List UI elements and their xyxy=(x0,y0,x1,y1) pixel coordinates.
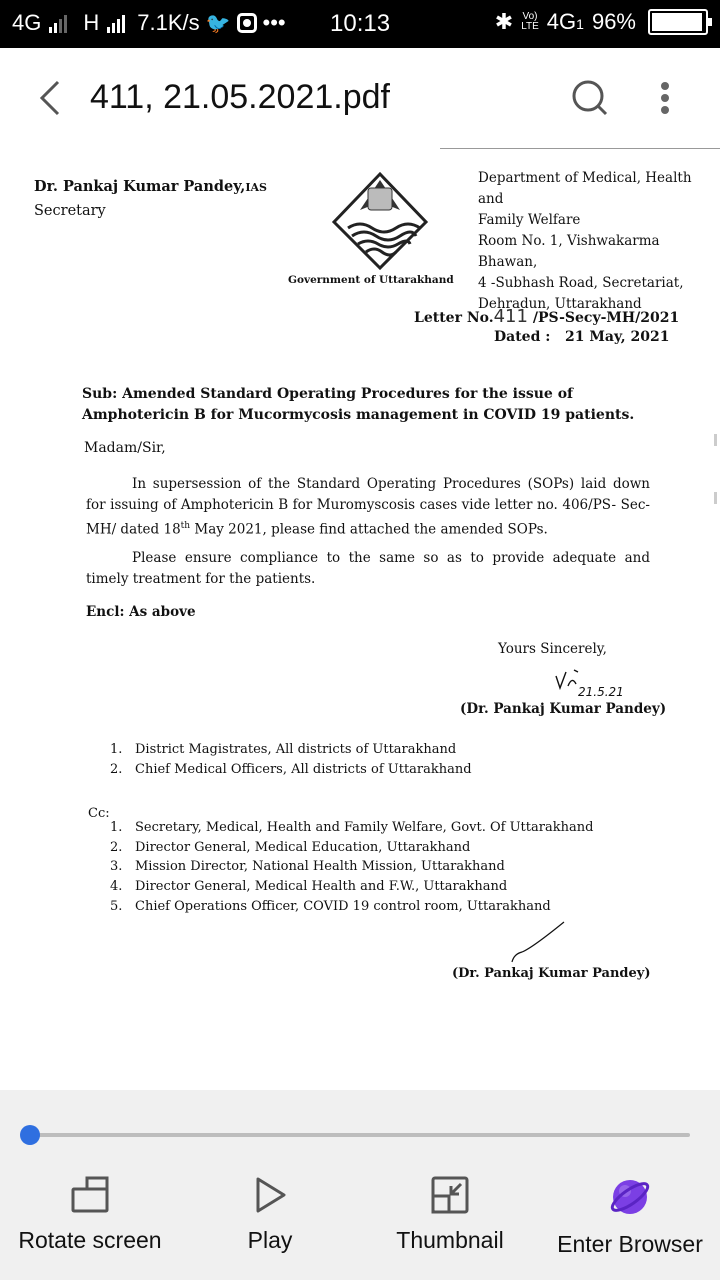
list-item: 3. Mission Director, National Health Mission, Uttarakhand xyxy=(110,859,505,875)
clock: 10:13 xyxy=(330,10,391,37)
action-label: Rotate screen xyxy=(18,1227,162,1253)
data-speed: 7.1K/s xyxy=(137,10,200,35)
signature-stroke-image xyxy=(508,918,568,968)
browser-planet-icon xyxy=(608,1175,652,1219)
body-paragraph-1: In supersession of the Standard Operating Procedures (SOPs) laid down for issuing of Amphotericin B for Muromyscosis cases vide letter no. 406/PS- Sec-MH/ dated 18th May 2021, please find attached the amended SOPs. xyxy=(86,476,650,538)
play-button[interactable] xyxy=(220,1175,320,1254)
sender-name: Dr. Pankaj Kumar Pandey,IAS xyxy=(34,178,267,195)
status-right xyxy=(495,9,708,35)
rotate-screen-icon xyxy=(70,1175,110,1215)
signature-image xyxy=(550,664,640,704)
network-type-2: H xyxy=(83,10,100,35)
closing: Yours Sincerely, xyxy=(498,641,607,657)
list-item: 2. Chief Medical Officers, All districts of Uttarakhand xyxy=(110,762,472,777)
thumbnail-button[interactable] xyxy=(378,1175,522,1254)
cc-list xyxy=(110,818,593,917)
status-bar xyxy=(0,0,720,48)
cc-label: Cc: xyxy=(88,806,110,821)
volte-icon: Vo) LTE xyxy=(521,11,539,32)
signatory-name: (Dr. Pankaj Kumar Pandey) xyxy=(460,701,667,717)
bluetooth-icon: ✱ xyxy=(494,9,514,34)
search-icon xyxy=(568,76,612,120)
play-icon xyxy=(250,1175,290,1215)
letter-number: Letter No.411 /PS-Secy-MH/2021 xyxy=(414,306,680,327)
app-bar xyxy=(0,48,720,148)
letter-date: Dated : 21 May, 2021 xyxy=(494,329,670,345)
rotate-screen-button[interactable] xyxy=(12,1175,168,1254)
page-edge-mark xyxy=(714,434,717,446)
search-button[interactable] xyxy=(568,76,612,120)
twitter-icon: 🐦 xyxy=(205,12,231,35)
enclosure-note: Encl: As above xyxy=(86,604,196,620)
action-label: Play xyxy=(247,1227,293,1253)
list-item: 5. Chief Operations Officer, COVID 19 control room, Uttarakhand xyxy=(110,898,551,914)
pdf-page[interactable] xyxy=(0,148,720,1090)
signatory-name-2: (Dr. Pankaj Kumar Pandey) xyxy=(452,966,651,981)
handwritten-letter-number: 411 xyxy=(493,306,528,327)
department-address: Department of Medical, Health and Family Welfare Room No. 1, Vishwakarma Bhawan, 4 -Subhash Road, Secretariat, Dehradun, Uttarakhand xyxy=(478,170,692,312)
network-type-1: 4G xyxy=(12,10,42,35)
status-left xyxy=(12,10,286,36)
action-label: Enter Browser xyxy=(557,1231,703,1257)
more-options-button[interactable] xyxy=(650,76,680,120)
document-title: 411, 21.05.2021.pdf xyxy=(90,78,390,116)
list-item: 1. Secretary, Medical, Health and Family Welfare, Govt. Of Uttarakhand xyxy=(110,820,594,835)
page-edge-mark xyxy=(714,492,717,504)
enter-browser-button[interactable] xyxy=(548,1175,712,1258)
app-notification-icon xyxy=(237,13,257,33)
emblem-caption: Government of Uttarakhand xyxy=(288,274,454,286)
bottom-controls xyxy=(0,1090,720,1280)
salutation: Madam/Sir, xyxy=(84,440,166,456)
list-item: 4. Director General, Medical Health and F.W., Uttarakhand xyxy=(110,879,508,895)
more-notifications-icon: ••• xyxy=(262,10,286,35)
action-label: Thumbnail xyxy=(396,1227,504,1253)
page-edge-line xyxy=(440,148,720,149)
battery-percent: 96% xyxy=(591,9,636,34)
signal-icon xyxy=(49,13,67,33)
body-paragraph-2: Please ensure compliance to the same so as to provide adequate and timely treatment for the patients. xyxy=(86,550,650,587)
thumbnail-icon xyxy=(430,1175,470,1215)
back-arrow-icon xyxy=(30,76,70,120)
sender-role: Secretary xyxy=(34,203,106,219)
page-slider-thumb[interactable] xyxy=(20,1125,40,1145)
signal-icon-2 xyxy=(107,13,125,33)
battery-icon xyxy=(648,9,708,35)
list-item: 2. Director General, Medical Education, Uttarakhand xyxy=(110,839,471,855)
subject-line: Sub: Amended Standard Operating Procedures for the issue of Amphotericin B for Mucormycosis management in COVID 19 patients. xyxy=(82,386,635,423)
page-slider-track[interactable] xyxy=(30,1133,690,1137)
recipient-list xyxy=(110,740,472,780)
svg-text:21.5.21: 21.5.21 xyxy=(578,685,624,699)
list-item: 1. District Magistrates, All districts of Uttarakhand xyxy=(110,742,457,757)
network-type-3: 4G1 xyxy=(546,9,584,34)
uttarakhand-emblem-icon xyxy=(330,170,430,270)
back-button[interactable] xyxy=(30,76,70,120)
